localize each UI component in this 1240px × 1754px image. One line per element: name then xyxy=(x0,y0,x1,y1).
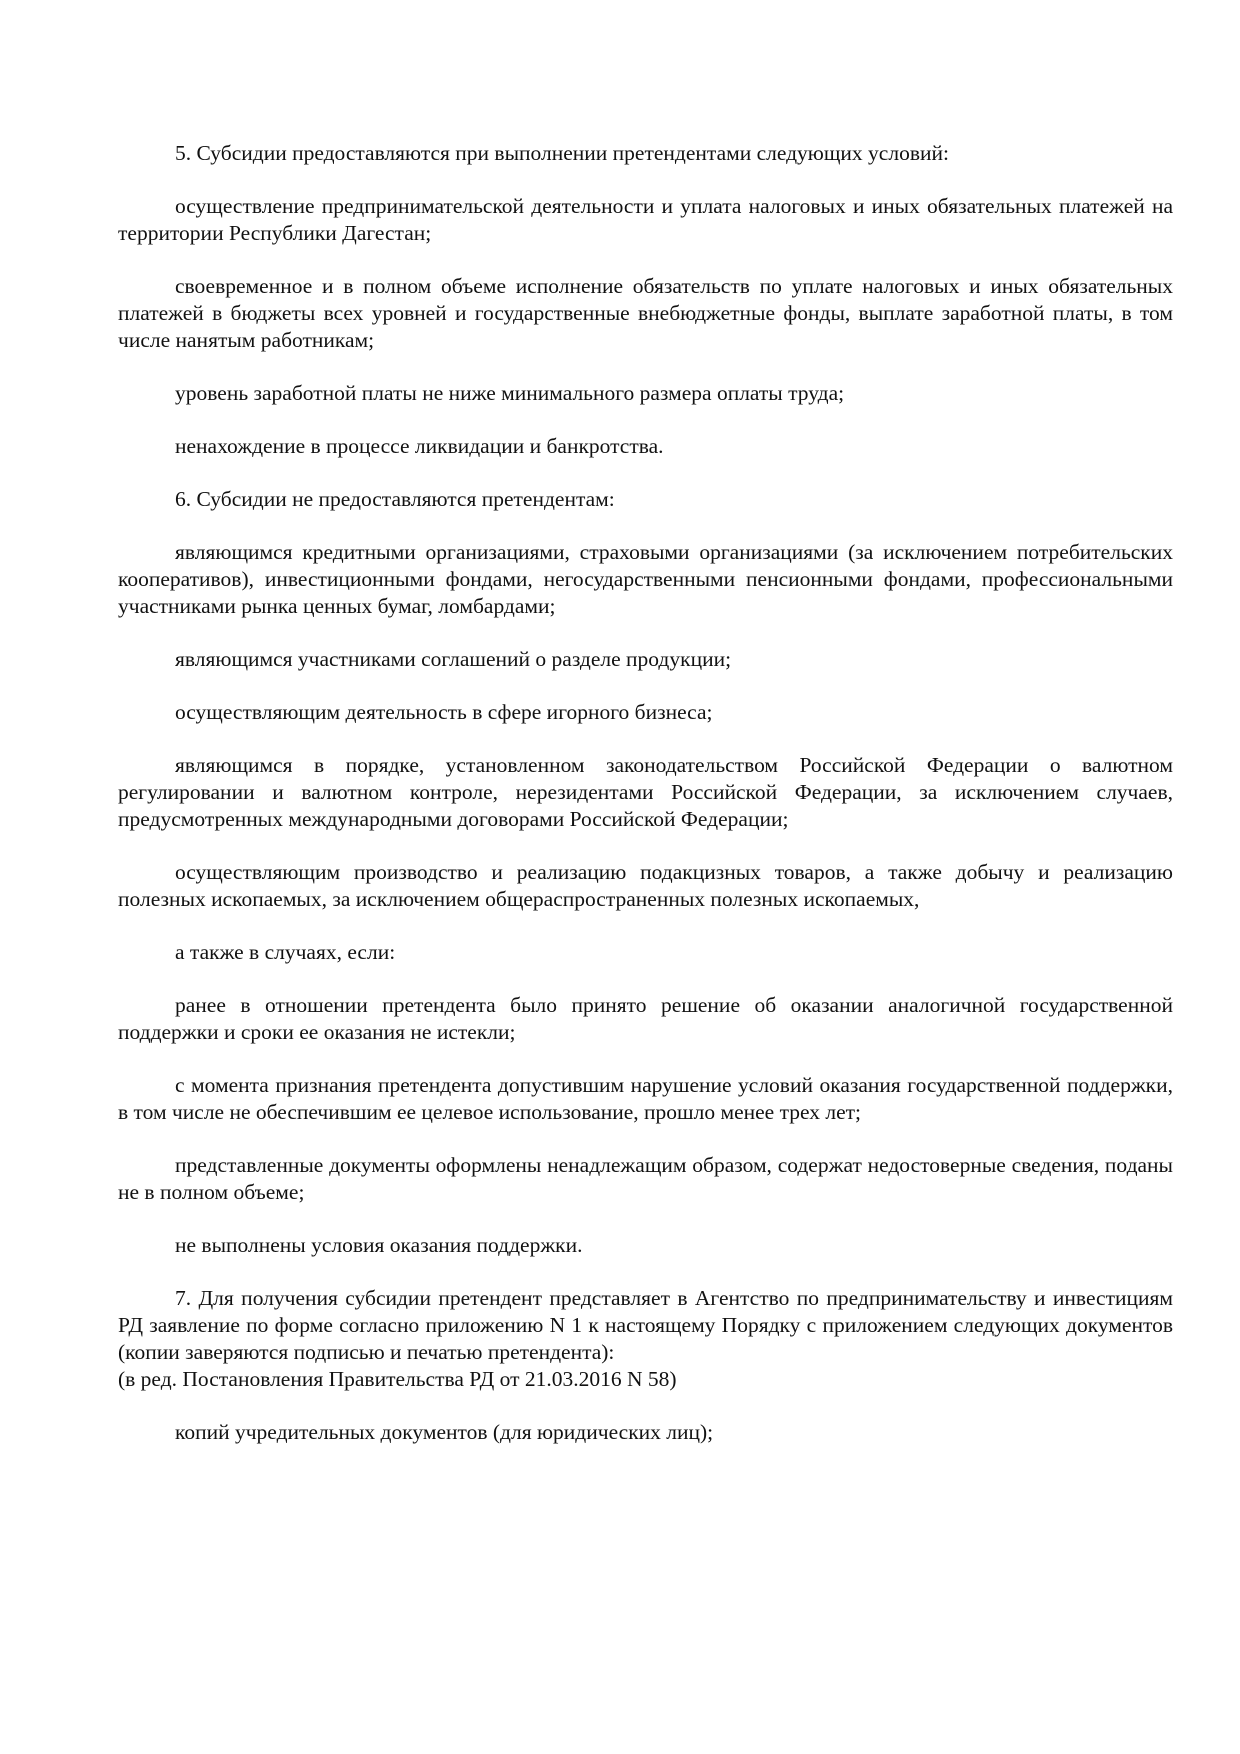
paragraph-case-conditions: не выполнены условия оказания поддержки. xyxy=(175,1233,583,1257)
paragraph-exclusion-excise: осуществляющим производство и реализацию подакцизных товаров, а также добычу и реализацию полезных ископаемых, за исключением общераспространенных полезных ископаемых, xyxy=(118,860,1173,911)
paragraph-exclusion-psa: являющимся участниками соглашений о разделе продукции; xyxy=(175,647,732,671)
paragraph-6-intro: 6. Субсидии не предоставляются претендентам: xyxy=(175,487,615,511)
paragraph-exclusion-credit: являющимся кредитными организациями, страховыми организациями (за исключением потребительских кооперативов), инвестиционными фондами, негосударственными пенсионными фондами, профессиональными участниками рынка ценных бумаг, ломбардами; xyxy=(118,540,1173,618)
paragraph-cases-intro: а также в случаях, если: xyxy=(175,940,396,964)
paragraph-exclusion-nonresident: являющимся в порядке, установленном законодательством Российской Федерации о валютном регулировании и валютном контроле, нерезидентами Российской Федерации, за исключением случаев, предусмотренных международными договорами Российской Федерации; xyxy=(118,753,1173,831)
paragraph-condition-wage: уровень заработной платы не ниже минимального размера оплаты труда; xyxy=(175,381,845,405)
paragraph-condition-business: осуществление предпринимательской деятельности и уплата налоговых и иных обязательных платежей на территории Республики Дагестан; xyxy=(118,194,1173,245)
amendment-note: (в ред. Постановления Правительства РД от 21.03.2016 N 58) xyxy=(118,1367,677,1391)
paragraph-founding-documents: копий учредительных документов (для юридических лиц); xyxy=(175,1420,714,1444)
document-page xyxy=(118,140,1173,1472)
paragraph-case-violation: с момента признания претендента допустившим нарушение условий оказания государственной поддержки, в том числе не обеспечившим ее целевое использование, прошло менее трех лет; xyxy=(118,1073,1173,1124)
paragraph-case-documents: представленные документы оформлены ненадлежащим образом, содержат недостоверные сведения, поданы не в полном объеме; xyxy=(118,1153,1173,1204)
paragraph-5-intro: 5. Субсидии предоставляются при выполнении претендентами следующих условий: xyxy=(175,141,949,165)
paragraph-condition-obligations: своевременное и в полном объеме исполнение обязательств по уплате налоговых и иных обязательных платежей в бюджеты всех уровней и государственные внебюджетные фонды, выплате заработной платы, в том числе нанятым работникам; xyxy=(118,274,1173,352)
paragraph-condition-liquidation: ненахождение в процессе ликвидации и банкротства. xyxy=(175,434,664,458)
paragraph-exclusion-gambling: осуществляющим деятельность в сфере игорного бизнеса; xyxy=(175,700,713,724)
paragraph-7-intro: 7. Для получения субсидии претендент представляет в Агентство по предпринимательству и инвестициям РД заявление по форме согласно приложению N 1 к настоящему Порядку с приложением следующих документов (копии заверяются подписью и печатью претендента): xyxy=(118,1286,1173,1364)
paragraph-case-previous-support: ранее в отношении претендента было принято решение об оказании аналогичной государственной поддержки и сроки ее оказания не истекли; xyxy=(118,993,1173,1044)
